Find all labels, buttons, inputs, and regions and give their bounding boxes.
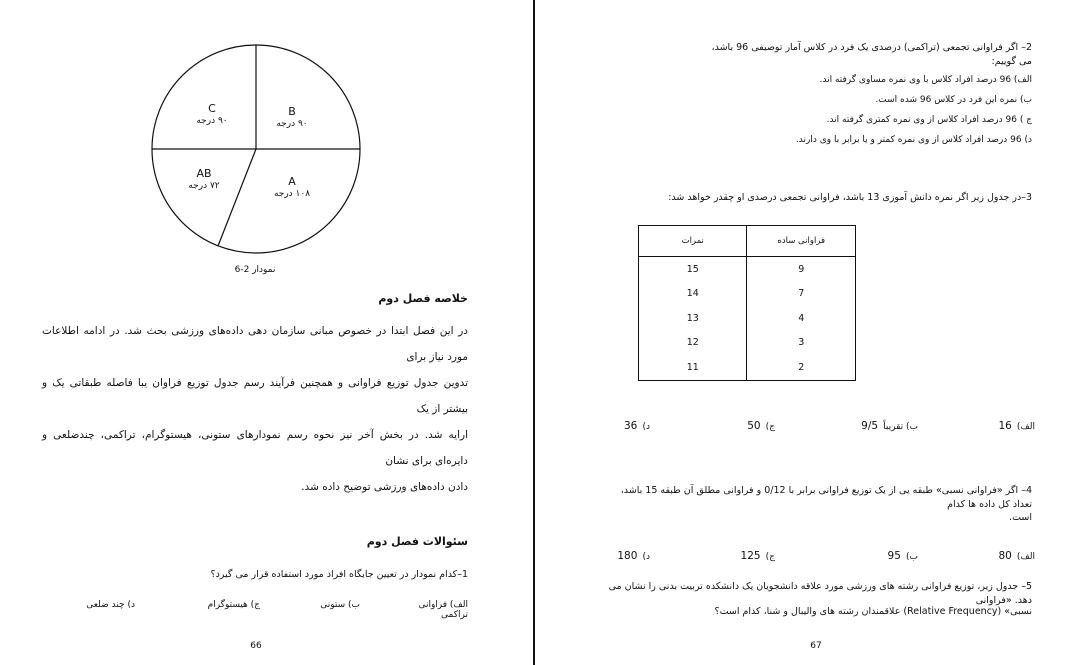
q3-option-c bbox=[730, 414, 775, 433]
q1-option-a: الف) فراوانی تراکمی bbox=[418, 600, 468, 620]
summary-line-2: تدوین جدول توزیع فراوانی و همچنین فرآیند رسم جدول توزیع فراوان یبا فاصله طبقاتی یک و بیشتر از یک bbox=[42, 377, 468, 415]
table-cell-score: 11 bbox=[639, 355, 747, 380]
q3-option-a bbox=[960, 414, 1035, 433]
summary-line-4: دادن داده‌های ورزشی توضیح داده شد. bbox=[301, 481, 468, 493]
table-cell-score: 12 bbox=[639, 331, 747, 356]
q4-option-b bbox=[860, 544, 918, 563]
q3-option-a-label: الف) bbox=[1016, 422, 1035, 432]
pie-letter-a: A bbox=[288, 175, 296, 188]
table-row bbox=[639, 282, 856, 307]
pie-label-ab bbox=[174, 168, 234, 192]
table-cell-score: 13 bbox=[639, 306, 747, 331]
q4-option-d-label: د) bbox=[642, 552, 650, 562]
frequency-table bbox=[638, 225, 856, 381]
pie-chart bbox=[150, 43, 362, 255]
table-header-frequency: فراوانی ساده bbox=[747, 226, 856, 257]
question-3: 3–در جدول زیر اگر نمره دانش آموزی 13 باشد، فراوانی تجمعی درصدی او چقدر خواهد شد: bbox=[668, 192, 1032, 203]
summary-title: خلاصه فصل دوم bbox=[378, 292, 468, 305]
questions-title: سئوالات فصل دوم bbox=[366, 535, 468, 548]
q4-option-a-label: الف) bbox=[1016, 552, 1035, 562]
summary-paragraph bbox=[42, 318, 468, 500]
table-cell-score: 14 bbox=[639, 282, 747, 307]
pie-label-b bbox=[262, 106, 322, 130]
q3-option-d-label: د) bbox=[642, 422, 650, 432]
pie-label-c bbox=[182, 103, 242, 127]
q3-option-d-value: 36 bbox=[624, 420, 638, 432]
spine-divider bbox=[533, 0, 535, 665]
q2-option-b: ب) نمره این فرد در کلاس 96 شده است. bbox=[875, 95, 1032, 105]
q4-option-b-label: ب) bbox=[906, 552, 918, 562]
pie-letter-c: C bbox=[208, 102, 216, 115]
table-row bbox=[639, 331, 856, 356]
q4-option-d bbox=[604, 544, 650, 563]
q4-option-c bbox=[725, 544, 775, 563]
page-number-left: 66 bbox=[250, 641, 262, 651]
table-cell-frequency: 7 bbox=[747, 282, 856, 307]
question-4-line-2: است. bbox=[1009, 512, 1032, 523]
q4-option-c-value: 125 bbox=[740, 550, 761, 562]
q4-option-c-label: ج) bbox=[765, 552, 775, 562]
table-cell-frequency: 2 bbox=[747, 355, 856, 380]
q3-option-a-value: 16 bbox=[998, 420, 1012, 432]
pie-degrees-a: ۱۰۸ درجه bbox=[273, 189, 311, 199]
q2-option-d: د) 96 درصد افراد کلاس از وی نمره کمتر و یا برابر با وی دارند. bbox=[795, 135, 1032, 145]
q1-option-b: ب) ستونی bbox=[320, 600, 360, 610]
q1-option-d: د) چند ضلعی bbox=[86, 600, 135, 610]
table-cell-score: 15 bbox=[639, 257, 747, 282]
page-number-right: 67 bbox=[810, 641, 822, 651]
q3-option-c-value: 50 bbox=[747, 420, 761, 432]
pie-degrees-b: ۹۰ درجه bbox=[276, 119, 308, 129]
q2-option-c: ج ) 96 درصد افراد کلاس از وی نمره کمتری گرفته اند. bbox=[826, 115, 1032, 125]
q1-option-c: ج) هیستوگرام bbox=[207, 600, 260, 610]
pie-letter-ab: AB bbox=[196, 167, 212, 180]
q4-option-b-value: 95 bbox=[887, 550, 901, 562]
table-row bbox=[639, 257, 856, 282]
table-row bbox=[639, 306, 856, 331]
question-1: 1–کدام نمودار در تعیین جایگاه افراد مورد استفاده قرار می گیرد؟ bbox=[210, 569, 468, 580]
pie-caption: نمودار 2-6 bbox=[234, 265, 276, 275]
q3-option-b-value: 9/5 bbox=[861, 420, 879, 432]
question-4-line-1: 4– اگر «فراوانی نسبی» طبقه یی از یک توزیع فراوانی برابر با 0/12 و فراوانی مطلق آن طبقه 15 باشد، تعداد کل داده ها کدام bbox=[620, 485, 1032, 510]
q4-option-a bbox=[960, 544, 1035, 563]
question-5-line-2: نسبی» (Relative Frequency) علاقمندان رشته های والیبال و شنا، کدام است؟ bbox=[714, 606, 1032, 617]
q2-option-a: الف) 96 درصد افراد کلاس با وی نمره مساوی گرفته اند. bbox=[819, 75, 1032, 85]
summary-line-1: در این فصل ابتدا در خصوص مبانی سازمان دهی داده‌های ورزشی بحث شد. در ادامه اطلاعات مورد نیاز برای bbox=[42, 325, 468, 363]
question-5-line-1: 5– جدول زیر، توزیع فراوانی رشته های ورزشی مورد علاقه دانشجویان یک دانشکده تربیت بدنی را نشان می دهد. «فراوانی bbox=[608, 581, 1032, 606]
summary-line-3: ارایه شد. در بخش آخر نیز نحوه رسم نمودارهای ستونی، هیستوگرام، تراکمی، چندضلعی و دایره‌ای برای نشان bbox=[42, 429, 468, 467]
table-cell-frequency: 4 bbox=[747, 306, 856, 331]
pie-letter-b: B bbox=[288, 105, 296, 118]
table-cell-frequency: 9 bbox=[747, 257, 856, 282]
question-2: 2– اگر فراوانی تجمعی (تراکمی) درصدی یک فرد در کلاس آمار توصیفی 96 باشد، می گوییم: bbox=[711, 42, 1032, 67]
q3-option-c-label: ج) bbox=[765, 422, 775, 432]
table-row bbox=[639, 355, 856, 380]
pie-degrees-ab: ۷۲ درجه bbox=[188, 181, 220, 191]
q3-option-b bbox=[840, 414, 918, 433]
table-cell-frequency: 3 bbox=[747, 331, 856, 356]
q3-option-d bbox=[610, 414, 650, 433]
right-page bbox=[540, 0, 1067, 665]
pie-degrees-c: ۹۰ درجه bbox=[196, 116, 228, 126]
q3-option-b-label: ب) تقریباً bbox=[883, 422, 918, 432]
table-header-scores: نمرات bbox=[639, 226, 747, 257]
q4-option-a-value: 80 bbox=[998, 550, 1012, 562]
pie-label-a bbox=[262, 176, 322, 200]
q4-option-d-value: 180 bbox=[617, 550, 638, 562]
left-page bbox=[0, 0, 532, 665]
